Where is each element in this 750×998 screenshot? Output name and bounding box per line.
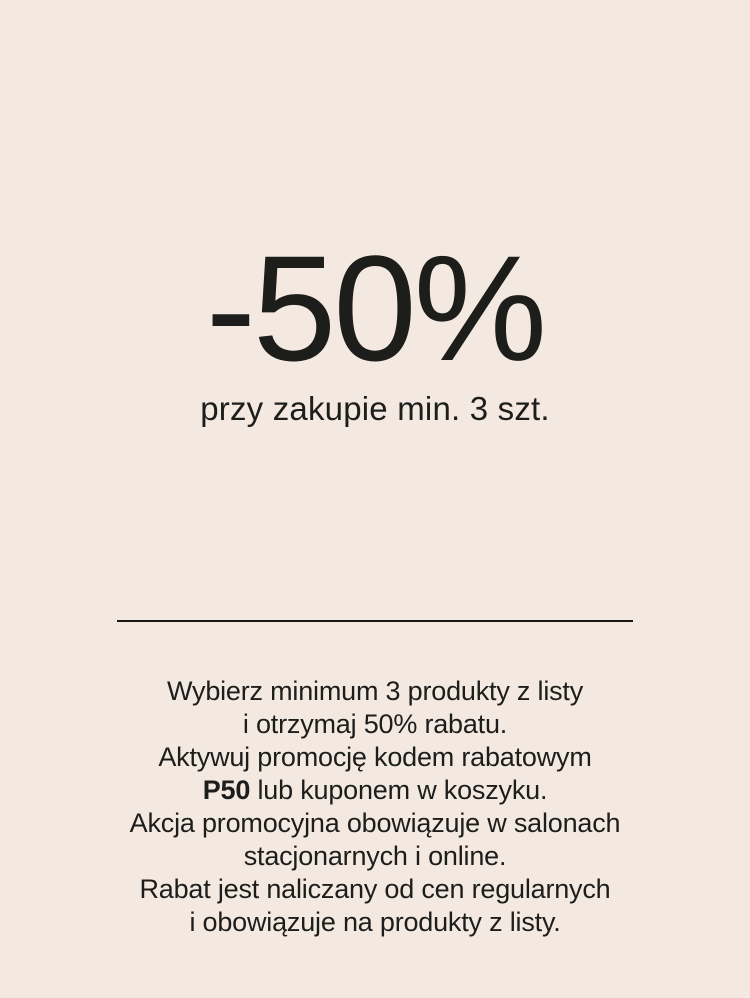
divider-line	[117, 620, 633, 622]
terms-line	[0, 840, 750, 873]
terms-line	[0, 873, 750, 906]
promo-code: P50	[202, 775, 251, 805]
terms-text: Wybierz minimum 3 produkty z listy	[166, 676, 584, 706]
terms-line	[0, 708, 750, 741]
terms-text: lub kuponem w koszyku.	[250, 775, 548, 805]
terms-text: Aktywuj promocję kodem rabatowym	[158, 742, 592, 772]
terms-text: i otrzymaj 50% rabatu.	[242, 709, 508, 739]
terms-line	[0, 675, 750, 708]
terms-line	[0, 741, 750, 774]
discount-headline: -50%	[205, 224, 545, 392]
discount-condition: przy zakupie min. 3 szt.	[200, 390, 550, 427]
terms-text: i obowiązuje na produkty z listy.	[189, 907, 561, 937]
terms-block	[0, 675, 750, 939]
terms-line-promo-code	[0, 774, 750, 807]
terms-text: Akcja promocyjna obowiązuje w salonach	[129, 808, 621, 838]
terms-line	[0, 807, 750, 840]
terms-text: Rabat jest naliczany od cen regularnych	[139, 874, 611, 904]
terms-line	[0, 906, 750, 939]
terms-text: stacjonarnych i online.	[243, 841, 507, 871]
